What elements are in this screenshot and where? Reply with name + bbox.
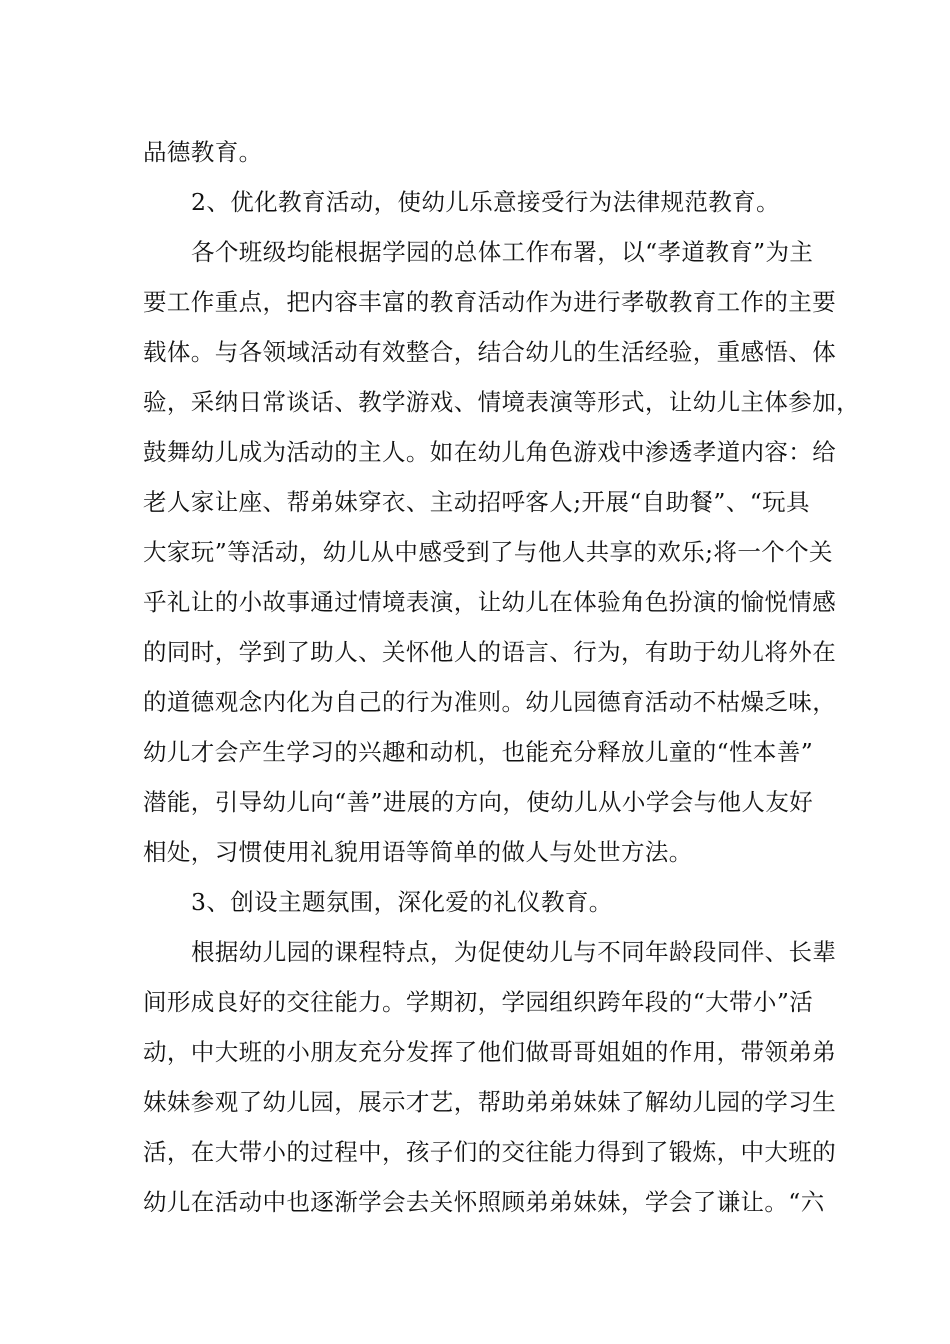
paragraph-line: 乎礼让的小故事通过情境表演，让幼儿在体验角色扮演的愉悦情感 bbox=[143, 588, 837, 616]
paragraph-line: 老人家让座、帮弟妹穿衣、主动招呼客人;开展“自助餐”、“玩具 bbox=[143, 488, 810, 516]
paragraph-line: 验，采纳日常谈话、教学游戏、情境表演等形式，让幼儿主体参加， bbox=[143, 388, 860, 416]
paragraph-line: 相处，习惯使用礼貌用语等简单的做人与处世方法。 bbox=[143, 838, 693, 866]
paragraph-line: 的道德观念内化为自己的行为准则。幼儿园德育活动不枯燥乏味， bbox=[143, 688, 837, 716]
paragraph-line: 根据幼儿园的课程特点，为促使幼儿与不同年龄段同伴、长辈 bbox=[191, 938, 837, 966]
paragraph-line: 动，中大班的小朋友充分发挥了他们做哥哥姐姐的作用，带领弟弟 bbox=[143, 1038, 837, 1066]
paragraph-line: 潜能，引导幼儿向“善”进展的方向，使幼儿从小学会与他人友好 bbox=[143, 788, 814, 816]
paragraph-line: 的同时，学到了助人、关怀他人的语言、行为，有助于幼儿将外在 bbox=[143, 638, 837, 666]
paragraph-line: 活，在大带小的过程中，孩子们的交往能力得到了锻炼，中大班的 bbox=[143, 1138, 837, 1166]
section-heading: 2、优化教育活动，使幼儿乐意接受行为法律规范教育。 bbox=[191, 188, 780, 216]
paragraph-line: 妹妹参观了幼儿园，展示才艺，帮助弟弟妹妹了解幼儿园的学习生 bbox=[143, 1088, 837, 1116]
paragraph-line: 幼儿才会产生学习的兴趣和动机，也能充分释放儿童的“性本善” bbox=[143, 738, 814, 766]
paragraph-line: 载体。与各领域活动有效整合，结合幼儿的生活经验，重感悟、体 bbox=[143, 338, 837, 366]
text-line: 品德教育。 bbox=[143, 138, 263, 166]
paragraph-line: 鼓舞幼儿成为活动的主人。如在幼儿角色游戏中渗透孝道内容：给 bbox=[143, 438, 837, 466]
paragraph-line: 大家玩”等活动，幼儿从中感受到了与他人共享的欢乐;将一个个关 bbox=[143, 538, 833, 566]
paragraph-line: 间形成良好的交往能力。学期初，学园组织跨年段的“大带小”活 bbox=[143, 988, 814, 1016]
paragraph-line: 各个班级均能根据学园的总体工作布署，以“孝道教育”为主 bbox=[191, 238, 814, 266]
paragraph-line: 要工作重点，把内容丰富的教育活动作为进行孝敬教育工作的主要 bbox=[143, 288, 837, 316]
section-heading: 3、创设主题氛围，深化爱的礼仪教育。 bbox=[191, 888, 613, 916]
paragraph-line: 幼儿在活动中也逐渐学会去关怀照顾弟弟妹妹，学会了谦让。“六 bbox=[143, 1188, 825, 1216]
